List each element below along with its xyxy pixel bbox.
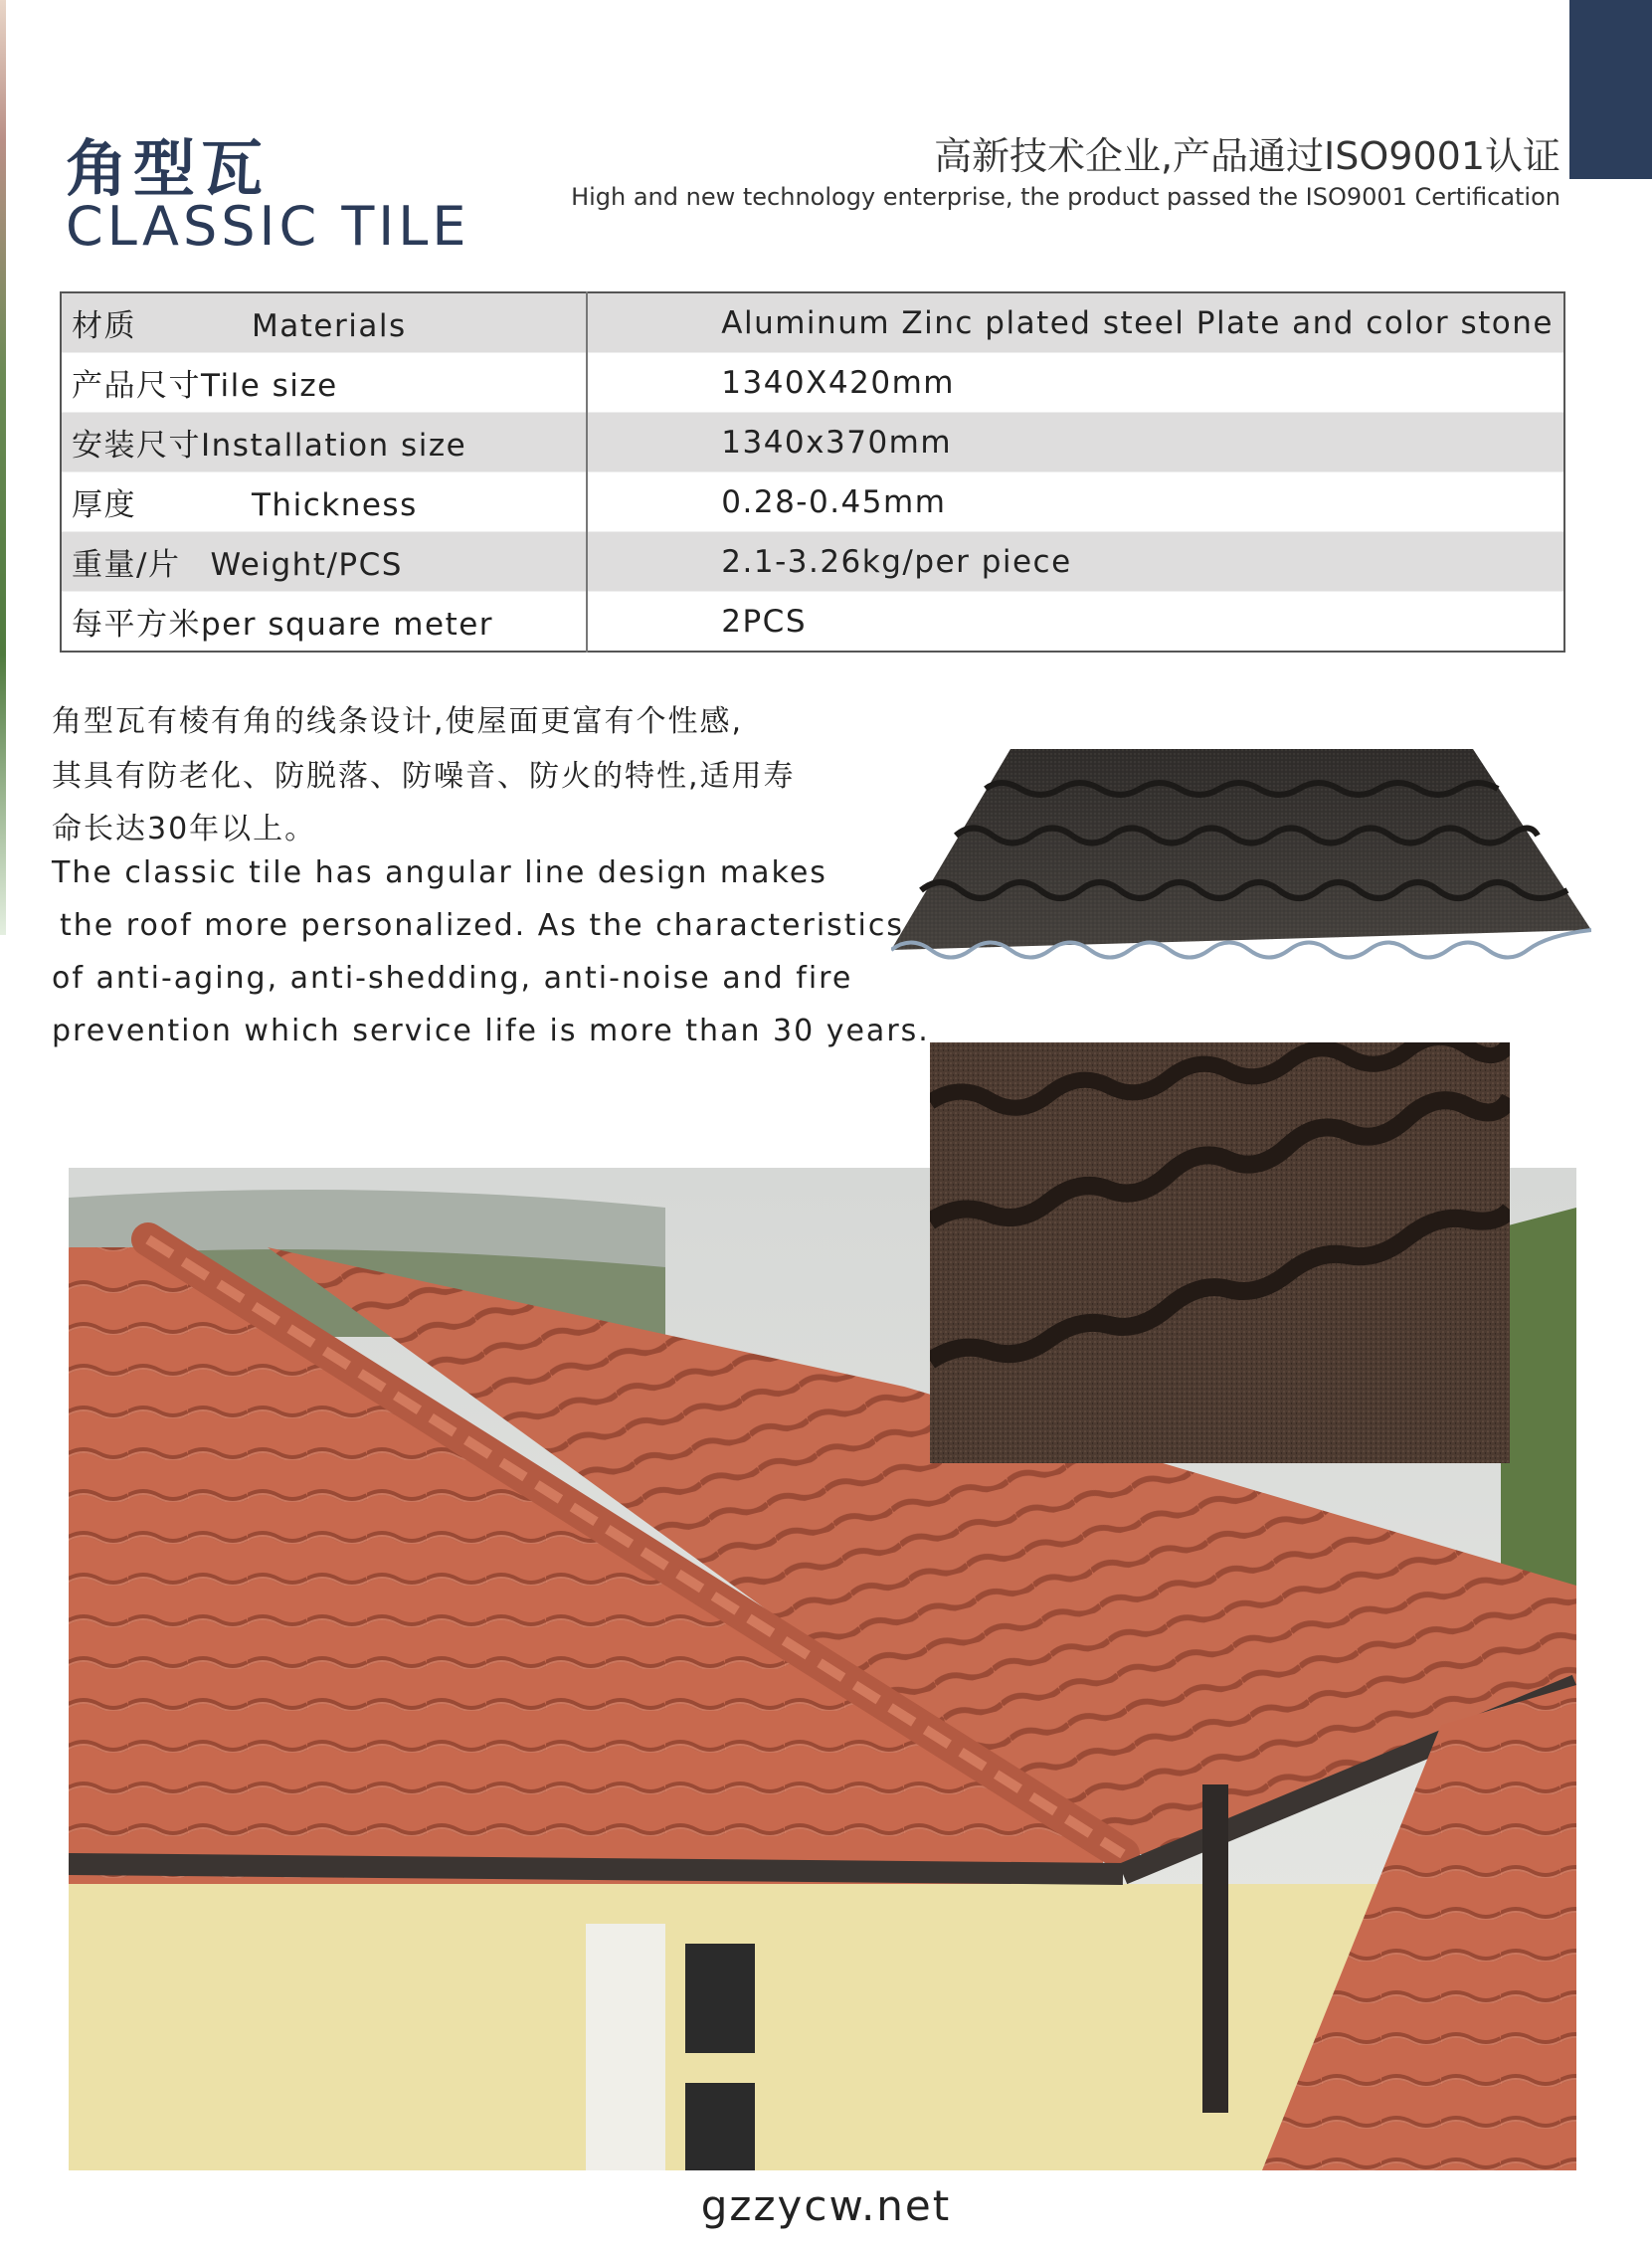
spec-label — [61, 353, 587, 413]
spec-label-en: Materials — [252, 308, 407, 344]
page-title-cn: 角型瓦 — [66, 132, 270, 205]
description-en-line: The classic tile has angular line design makes — [52, 855, 827, 890]
description-en-line: prevention which service life is more than 30 years. — [52, 1014, 930, 1048]
spec-label-cn: 安装尺寸 — [72, 428, 201, 464]
spec-label — [61, 413, 587, 472]
spec-table — [60, 291, 1565, 653]
spec-label-en: Thickness — [252, 487, 418, 523]
spec-label-cn: 产品尺寸 — [72, 368, 201, 404]
spec-label-en: Installation size — [201, 428, 467, 464]
spec-row-thickness — [61, 472, 1564, 532]
spec-value: Aluminum Zinc plated steel Plate and color stone — [587, 292, 1564, 353]
spec-label-en: Tile size — [201, 368, 338, 404]
description-cn-line: 命长达30年以上。 — [52, 812, 317, 846]
spec-value: 2PCS — [721, 603, 808, 640]
spec-row-materials — [61, 292, 1564, 353]
left-edge-photo-strip — [0, 0, 6, 935]
spec-label-cn: 每平方米 — [72, 607, 201, 643]
spec-label — [61, 292, 587, 353]
spec-label — [61, 532, 587, 592]
spec-row-per-square-meter — [61, 592, 1564, 653]
description-en-line: the roof more personalized. As the characteristics — [60, 908, 905, 943]
description-cn-line: 角型瓦有棱有角的线条设计,使屋面更富有个性感, — [52, 704, 744, 739]
spec-value: 2.1-3.26kg/per piece — [587, 532, 1564, 592]
spec-value: 1340X420mm — [721, 364, 955, 401]
spec-label — [61, 592, 587, 653]
spec-value: 0.28-0.45mm — [721, 483, 947, 520]
certification-tagline-cn: 高新技术企业,产品通过ISO9001认证 — [933, 134, 1560, 178]
spec-label-en: per square meter — [201, 607, 494, 643]
page-title-en: CLASSIC TILE — [66, 195, 470, 258]
site-url: gzzycw.net — [700, 2181, 952, 2230]
certification-tagline-en: High and new technology enterprise, the product passed the ISO9001 Certification — [571, 183, 1560, 211]
tile-closeup-photo — [930, 1042, 1510, 1463]
spec-label — [61, 472, 587, 532]
spec-label-cn: 厚度 — [72, 487, 136, 523]
description-cn-line: 其具有防老化、防脱落、防噪音、防火的特性,适用寿 — [52, 759, 796, 794]
spec-row-tile-size — [61, 353, 1564, 413]
spec-row-weight — [61, 532, 1564, 592]
spec-label-en: Weight/PCS — [210, 547, 403, 583]
description-en-line: of anti-aging, anti-shedding, anti-noise and fire — [52, 961, 853, 996]
spec-row-installation-size — [61, 413, 1564, 472]
spec-label-cn: 材质 — [72, 308, 136, 344]
spec-label-cn: 重量/片 — [72, 547, 181, 583]
spec-value: 1340x370mm — [587, 413, 1564, 472]
corner-navy-block — [1569, 0, 1652, 179]
tile-sheet-photo — [891, 741, 1591, 965]
